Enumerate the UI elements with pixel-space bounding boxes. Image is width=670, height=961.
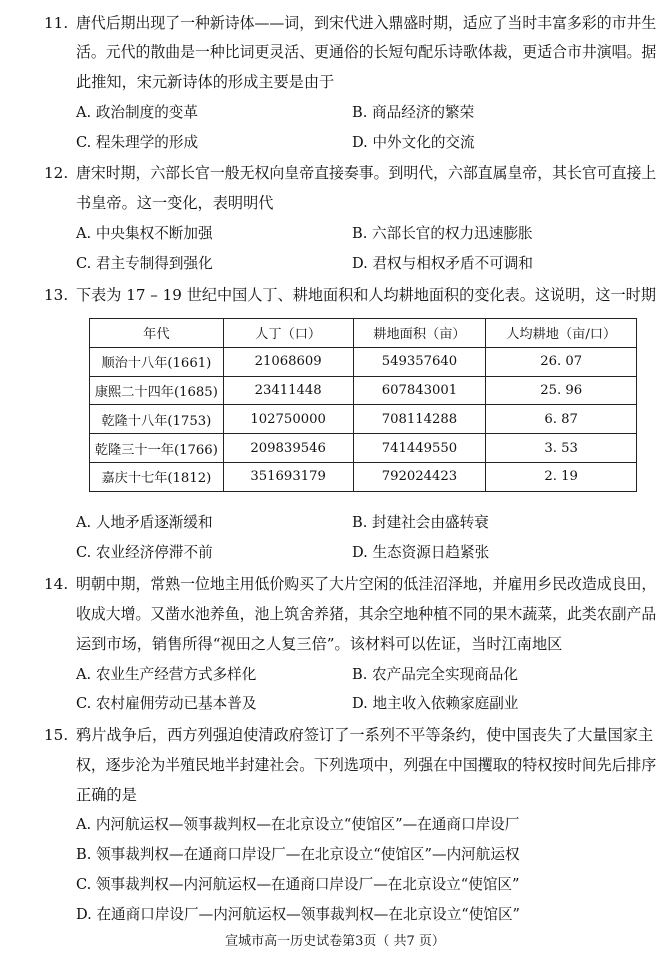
table-cell: 乾隆十八年(1753) xyxy=(90,405,224,434)
table-cell: 23411448 xyxy=(223,376,353,405)
table-cell: 351693179 xyxy=(223,462,353,491)
table-cell: 25. 96 xyxy=(486,376,637,405)
option-b[interactable]: B. 封建社会由盛转衰 xyxy=(352,514,489,531)
question-stem-line: 权，逐步沦为半殖民地半封建社会。下列选项中，列强在中国攫取的特权按时间先后排序 xyxy=(76,756,657,774)
question-stem-line: 鸦片战争后，西方列强迫使清政府签订了一系列不平等条约，使中国丧失了大量国家主 xyxy=(76,726,654,744)
option-b[interactable]: B. 农产品完全实现商品化 xyxy=(352,666,518,683)
table-header-cell: 人均耕地（亩/口） xyxy=(486,319,637,348)
option-d[interactable]: D. 中外文化的交流 xyxy=(352,134,475,151)
question-stem-line: 收成大增。又凿水池养鱼，池上筑舍养猪，其余空地种植不同的果木蔬菜，此类农副产品 xyxy=(76,605,657,623)
table-cell: 2. 19 xyxy=(486,462,637,491)
question-stem-line: 正确的是 xyxy=(76,786,137,804)
question-stem-line: 唐代后期出现了一种新诗体——词，到宋代进入鼎盛时期，适应了当时丰富多彩的市井生 xyxy=(76,14,657,32)
question-stem-line: 活。元代的散曲是一种比词更灵活、更通俗的长短句配乐诗歌体裁，更适合市井演唱。据 xyxy=(76,43,657,61)
table-row xyxy=(90,462,637,491)
table-header-cell: 人丁（口） xyxy=(223,319,353,348)
option-a[interactable]: A. 内河航运权—领事裁判权—在北京设立“使馆区”—在通商口岸设厂 xyxy=(76,816,520,833)
table-cell: 6. 87 xyxy=(486,405,637,434)
option-c[interactable]: C. 程朱理学的形成 xyxy=(76,134,199,151)
table-cell: 嘉庆十七年(1812) xyxy=(90,462,224,491)
table-cell: 3. 53 xyxy=(486,434,637,463)
option-b[interactable]: B. 领事裁判权—在通商口岸设厂—在北京设立“使馆区”—内河航运权 xyxy=(76,846,520,863)
option-c[interactable]: C. 农业经济停滞不前 xyxy=(76,544,213,561)
option-a[interactable]: A. 农业生产经营方式多样化 xyxy=(76,666,257,683)
table-row xyxy=(90,405,637,434)
table-row xyxy=(90,347,637,376)
option-a[interactable]: A. 政治制度的变革 xyxy=(76,104,198,121)
table-cell: 607843001 xyxy=(353,376,486,405)
option-b[interactable]: B. 商品经济的繁荣 xyxy=(352,104,475,121)
page-footer: 宣城市高一历史试卷第3页（ 共7 页） xyxy=(225,934,445,949)
table-header-cell: 耕地面积（亩） xyxy=(353,319,486,348)
option-b[interactable]: B. 六部长官的权力迅速膨胀 xyxy=(352,225,533,242)
table-cell: 顺治十八年(1661) xyxy=(90,347,224,376)
question-number: 15. xyxy=(44,726,69,744)
option-d[interactable]: D. 生态资源日趋紧张 xyxy=(352,544,490,561)
table-cell: 102750000 xyxy=(223,405,353,434)
table-cell: 康熙二十四年(1685) xyxy=(90,376,224,405)
question-number: 11. xyxy=(44,14,69,32)
question-stem-line: 书皇帝。这一变化，表明明代 xyxy=(76,194,274,212)
table-cell: 21068609 xyxy=(223,347,353,376)
table-cell: 741449550 xyxy=(353,434,486,463)
table-cell: 26. 07 xyxy=(486,347,637,376)
question-stem-line: 明朝中期，常熟一位地主用低价购买了大片空闲的低洼沼泽地，并雇用乡民改造成良田， xyxy=(76,575,657,593)
table-cell: 乾隆三十一年(1766) xyxy=(90,434,224,463)
table-cell: 708114288 xyxy=(353,405,486,434)
question-number: 14. xyxy=(44,575,69,593)
question-number: 13. xyxy=(44,286,69,304)
option-d[interactable]: D. 地主收入依赖家庭副业 xyxy=(352,695,519,712)
question-stem-line: 运到市场，销售所得“视田之人复三倍”。该材料可以佐证，当时江南地区 xyxy=(76,635,563,653)
option-d[interactable]: D. 君权与相权矛盾不可调和 xyxy=(352,255,533,272)
option-d[interactable]: D. 在通商口岸设厂—内河航运权—领事裁判权—在北京设立“使馆区” xyxy=(76,906,521,923)
option-c[interactable]: C. 领事裁判权—内河航运权—在通商口岸设厂—在北京设立“使馆区” xyxy=(76,876,520,893)
option-a[interactable]: A. 人地矛盾逐渐缓和 xyxy=(76,514,213,531)
population-land-table xyxy=(89,318,637,492)
table-cell: 549357640 xyxy=(353,347,486,376)
question-number: 12. xyxy=(44,164,69,182)
question-stem-line: 此推知，宋元新诗体的形成主要是由于 xyxy=(76,73,335,91)
table-header-cell: 年代 xyxy=(90,319,224,348)
table-cell: 209839546 xyxy=(223,434,353,463)
table-row xyxy=(90,376,637,405)
question-stem-line: 唐宋时期，六部长官一般无权向皇帝直接奏事。到明代，六部直属皇帝，其长官可直接上 xyxy=(76,164,657,182)
table-cell: 792024423 xyxy=(353,462,486,491)
option-a[interactable]: A. 中央集权不断加强 xyxy=(76,225,213,242)
question-stem-line: 下表为 17 – 19 世纪中国人丁、耕地面积和人均耕地面积的变化表。这说明，这一时期 xyxy=(76,286,656,304)
option-c[interactable]: C. 农村雇佣劳动已基本普及 xyxy=(76,695,257,712)
table-header-row xyxy=(90,319,637,348)
option-c[interactable]: C. 君主专制得到强化 xyxy=(76,255,213,272)
table-row xyxy=(90,434,637,463)
